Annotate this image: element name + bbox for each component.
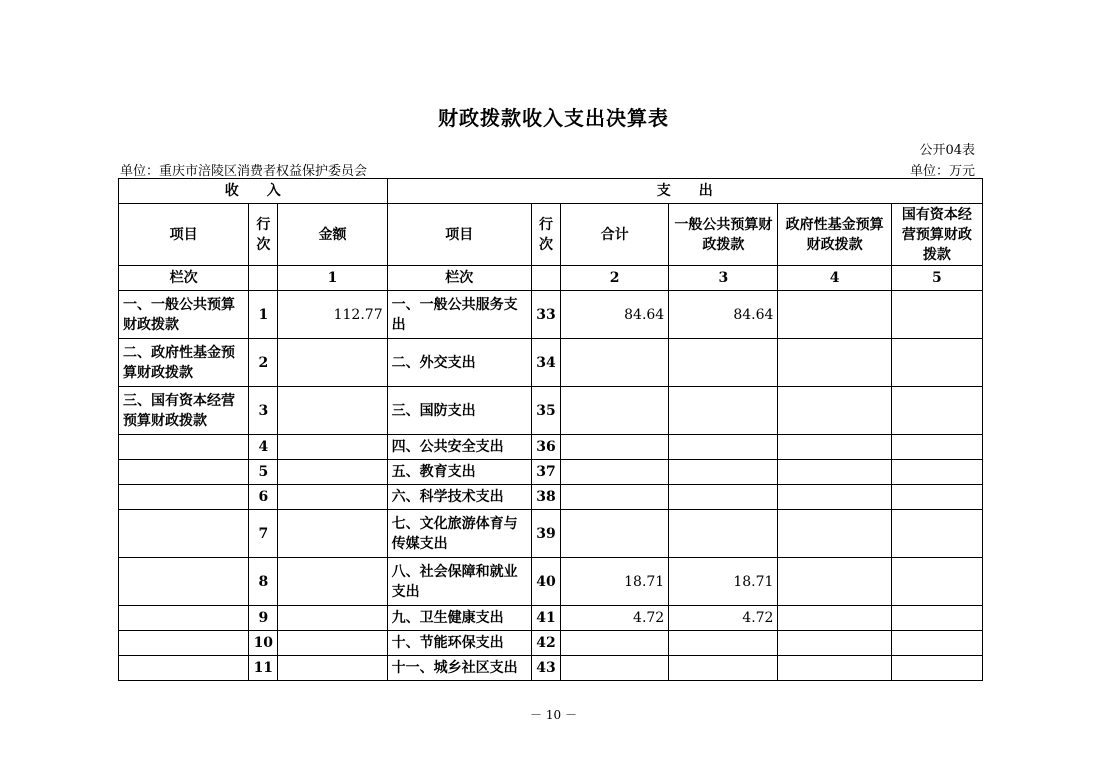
total-amount — [560, 485, 668, 510]
income-item — [119, 460, 249, 485]
fund-budget-amount — [778, 339, 891, 387]
col-label-income: 栏次 — [119, 266, 249, 291]
col-index-2: 2 — [560, 266, 668, 291]
state-capital-amount — [891, 656, 982, 681]
expense-line-no: 40 — [531, 558, 560, 606]
table-row — [119, 631, 983, 656]
table-row — [119, 485, 983, 510]
income-amount — [278, 339, 387, 387]
income-amount — [278, 656, 387, 681]
total-amount — [560, 460, 668, 485]
state-capital-amount — [891, 485, 982, 510]
income-amount — [278, 460, 387, 485]
expense-line-no: 33 — [531, 291, 560, 339]
income-item — [119, 435, 249, 460]
header-row-sections — [119, 179, 983, 204]
total-amount — [560, 339, 668, 387]
state-capital-amount — [891, 558, 982, 606]
income-line-no: 8 — [249, 558, 278, 606]
expense-line-no: 43 — [531, 656, 560, 681]
income-line-no: 6 — [249, 485, 278, 510]
fund-budget-amount — [778, 291, 891, 339]
expense-line-no: 41 — [531, 606, 560, 631]
header-row-columns — [119, 204, 983, 266]
income-line-no: 4 — [249, 435, 278, 460]
general-budget-amount — [669, 435, 778, 460]
unit-organization: 单位：重庆市涪陵区消费者权益保护委员会 — [120, 164, 368, 179]
income-item — [119, 558, 249, 606]
fund-budget-amount — [778, 510, 891, 558]
form-number: 公开04表 — [919, 143, 975, 158]
state-capital-amount — [891, 510, 982, 558]
col-index-5: 5 — [891, 266, 982, 291]
general-budget-amount — [669, 656, 778, 681]
income-line-no: 2 — [249, 339, 278, 387]
page-number: － 10 － — [530, 708, 577, 722]
income-item — [119, 485, 249, 510]
col-index-3: 3 — [669, 266, 778, 291]
fund-budget-amount — [778, 656, 891, 681]
general-budget-amount: 4.72 — [669, 606, 778, 631]
expense-item: 二、外交支出 — [387, 339, 531, 387]
expense-line-no: 39 — [531, 510, 560, 558]
expense-line-no: 37 — [531, 460, 560, 485]
col-header-expense-line: 行次 — [531, 204, 560, 266]
income-item — [119, 631, 249, 656]
income-amount — [278, 485, 387, 510]
general-budget-amount: 18.71 — [669, 558, 778, 606]
expense-header: 支 出 — [387, 179, 982, 204]
expense-line-no: 38 — [531, 485, 560, 510]
income-amount — [278, 435, 387, 460]
state-capital-amount — [891, 435, 982, 460]
col-index-4: 4 — [778, 266, 891, 291]
table-row — [119, 558, 983, 606]
table-row — [119, 291, 983, 339]
state-capital-amount — [891, 460, 982, 485]
income-header: 收 入 — [119, 179, 388, 204]
table-row — [119, 435, 983, 460]
income-item: 一、一般公共预算财政拨款 — [119, 291, 249, 339]
income-line-no: 9 — [249, 606, 278, 631]
header-row-col-index — [119, 266, 983, 291]
fund-budget-amount — [778, 606, 891, 631]
income-item — [119, 606, 249, 631]
total-amount — [560, 387, 668, 435]
table-row — [119, 656, 983, 681]
table-row — [119, 460, 983, 485]
general-budget-amount — [669, 485, 778, 510]
fund-budget-amount — [778, 387, 891, 435]
expense-line-no: 36 — [531, 435, 560, 460]
expense-item: 十、节能环保支出 — [387, 631, 531, 656]
general-budget-amount — [669, 460, 778, 485]
income-line-no: 10 — [249, 631, 278, 656]
col-header-state-capital: 国有资本经营预算财政拨款 — [891, 204, 982, 266]
expense-item: 四、公共安全支出 — [387, 435, 531, 460]
income-line-no: 1 — [249, 291, 278, 339]
income-item — [119, 656, 249, 681]
budget-table — [118, 178, 983, 681]
expense-item: 六、科学技术支出 — [387, 485, 531, 510]
expense-line-no: 35 — [531, 387, 560, 435]
income-amount — [278, 558, 387, 606]
col-header-general-budget: 一般公共预算财政拨款 — [669, 204, 778, 266]
income-amount: 112.77 — [278, 291, 387, 339]
total-amount — [560, 510, 668, 558]
state-capital-amount — [891, 339, 982, 387]
expense-item: 八、社会保障和就业支出 — [387, 558, 531, 606]
expense-item: 三、国防支出 — [387, 387, 531, 435]
fund-budget-amount — [778, 460, 891, 485]
general-budget-amount — [669, 339, 778, 387]
expense-item: 九、卫生健康支出 — [387, 606, 531, 631]
general-budget-amount: 84.64 — [669, 291, 778, 339]
col-header-total: 合计 — [560, 204, 668, 266]
expense-item: 一、一般公共服务支出 — [387, 291, 531, 339]
income-line-no: 3 — [249, 387, 278, 435]
total-amount: 18.71 — [560, 558, 668, 606]
table-row — [119, 387, 983, 435]
fund-budget-amount — [778, 558, 891, 606]
table-row — [119, 606, 983, 631]
expense-item: 十一、城乡社区支出 — [387, 656, 531, 681]
table-row — [119, 510, 983, 558]
col-index-empty — [249, 266, 278, 291]
col-header-fund-budget: 政府性基金预算财政拨款 — [778, 204, 891, 266]
income-item: 三、国有资本经营预算财政拨款 — [119, 387, 249, 435]
unit-currency: 单位：万元 — [909, 164, 975, 179]
fund-budget-amount — [778, 435, 891, 460]
state-capital-amount — [891, 631, 982, 656]
total-amount: 4.72 — [560, 606, 668, 631]
col-index-1: 1 — [278, 266, 387, 291]
table-row — [119, 339, 983, 387]
fund-budget-amount — [778, 485, 891, 510]
state-capital-amount — [891, 606, 982, 631]
income-amount — [278, 510, 387, 558]
income-amount — [278, 631, 387, 656]
income-line-no: 11 — [249, 656, 278, 681]
total-amount — [560, 656, 668, 681]
state-capital-amount — [891, 387, 982, 435]
general-budget-amount — [669, 387, 778, 435]
expense-item: 七、文化旅游体育与传媒支出 — [387, 510, 531, 558]
income-line-no: 5 — [249, 460, 278, 485]
col-header-income-item: 项目 — [119, 204, 249, 266]
col-header-income-line: 行次 — [249, 204, 278, 266]
general-budget-amount — [669, 510, 778, 558]
col-label-expense: 栏次 — [387, 266, 531, 291]
income-amount — [278, 606, 387, 631]
expense-line-no: 42 — [531, 631, 560, 656]
col-header-expense-item: 项目 — [387, 204, 531, 266]
state-capital-amount — [891, 291, 982, 339]
income-item: 二、政府性基金预算财政拨款 — [119, 339, 249, 387]
general-budget-amount — [669, 631, 778, 656]
income-amount — [278, 387, 387, 435]
total-amount — [560, 435, 668, 460]
expense-item: 五、教育支出 — [387, 460, 531, 485]
total-amount: 84.64 — [560, 291, 668, 339]
income-line-no: 7 — [249, 510, 278, 558]
total-amount — [560, 631, 668, 656]
expense-line-no: 34 — [531, 339, 560, 387]
col-header-amount: 金额 — [278, 204, 387, 266]
page-title: 财政拨款收入支出决算表 — [438, 106, 669, 130]
income-item — [119, 510, 249, 558]
fund-budget-amount — [778, 631, 891, 656]
col-index-empty — [531, 266, 560, 291]
